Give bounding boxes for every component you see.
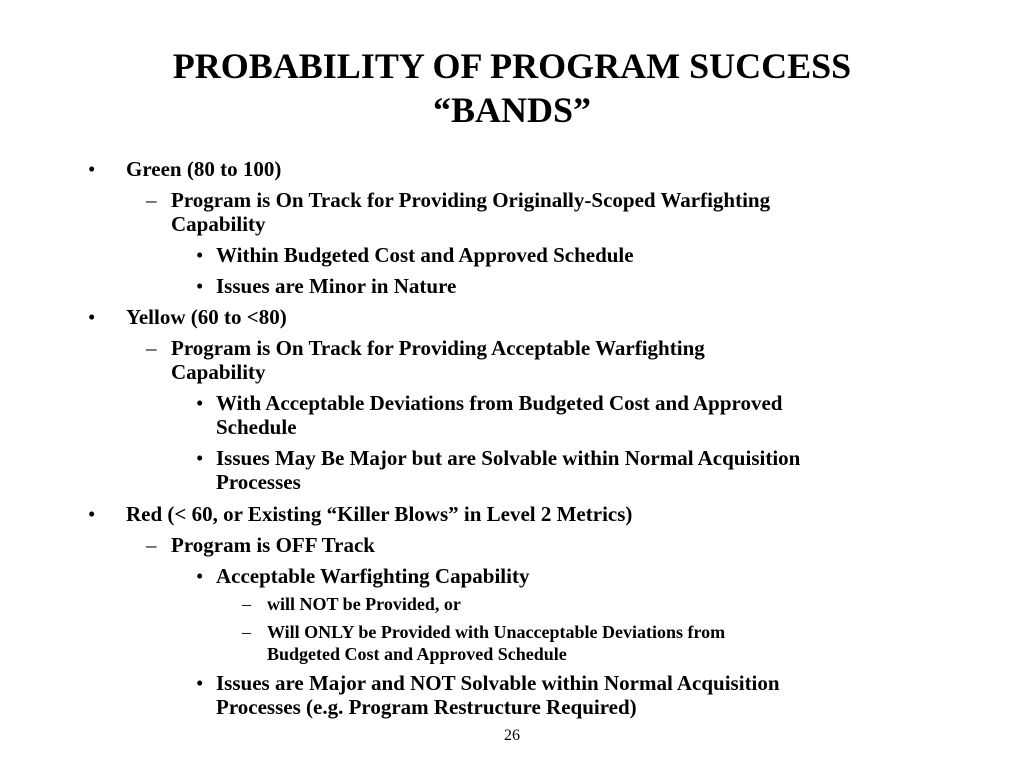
dash-marker: – [146,533,157,557]
dash-marker: – [242,594,251,614]
bullet-marker: • [196,274,204,298]
green-point-2: Issues are Minor in Nature [216,274,457,298]
red-point-1: Acceptable Warfighting Capability [216,564,530,588]
bullet-marker: • [88,502,96,526]
dash-marker: – [242,622,251,642]
red-subpoint-2-line-2: Budgeted Cost and Approved Schedule [267,644,567,664]
bullet-marker: • [196,391,204,415]
red-band-label: Red (< 60, or Existing “Killer Blows” in Level 2 Metrics) [126,502,633,526]
yellow-point-2-line-2: Processes [216,470,301,494]
slide-title [0,44,1024,132]
yellow-subpoint-line-2: Capability [171,360,266,384]
bullet-marker: • [88,305,96,329]
bullet-marker: • [88,157,96,181]
page-number: 26 [504,727,520,744]
yellow-point-1-line-2: Schedule [216,415,297,439]
green-point-1: Within Budgeted Cost and Approved Schedule [216,243,634,267]
red-subpoint-1: will NOT be Provided, or [267,594,461,614]
bullet-marker: • [196,671,204,695]
red-subpoint-2-line-1: Will ONLY be Provided with Unacceptable Deviations from [267,622,726,642]
green-band-label: Green (80 to 100) [126,157,282,181]
bullet-marker: • [196,564,204,588]
green-subpoint-line-1: Program is On Track for Providing Originally-Scoped Warfighting [171,188,771,212]
title-line-1: PROBABILITY OF PROGRAM SUCCESS [172,46,852,86]
bullet-marker: • [196,243,204,267]
dash-marker: – [146,188,157,212]
yellow-point-2-line-1: Issues May Be Major but are Solvable within Normal Acquisition [216,446,801,470]
yellow-point-1-line-1: With Acceptable Deviations from Budgeted Cost and Approved [216,391,783,415]
yellow-band-label: Yellow (60 to <80) [126,305,287,329]
green-subpoint-line-2: Capability [171,212,266,236]
red-point-2-line-1: Issues are Major and NOT Solvable within Normal Acquisition [216,671,780,695]
dash-marker: – [146,336,157,360]
bullet-marker: • [196,446,204,470]
yellow-subpoint-line-1: Program is On Track for Providing Acceptable Warfighting [171,336,705,360]
red-subpoint: Program is OFF Track [171,533,375,557]
red-point-2-line-2: Processes (e.g. Program Restructure Required) [216,695,637,719]
title-line-2: “BANDS” [432,90,592,130]
